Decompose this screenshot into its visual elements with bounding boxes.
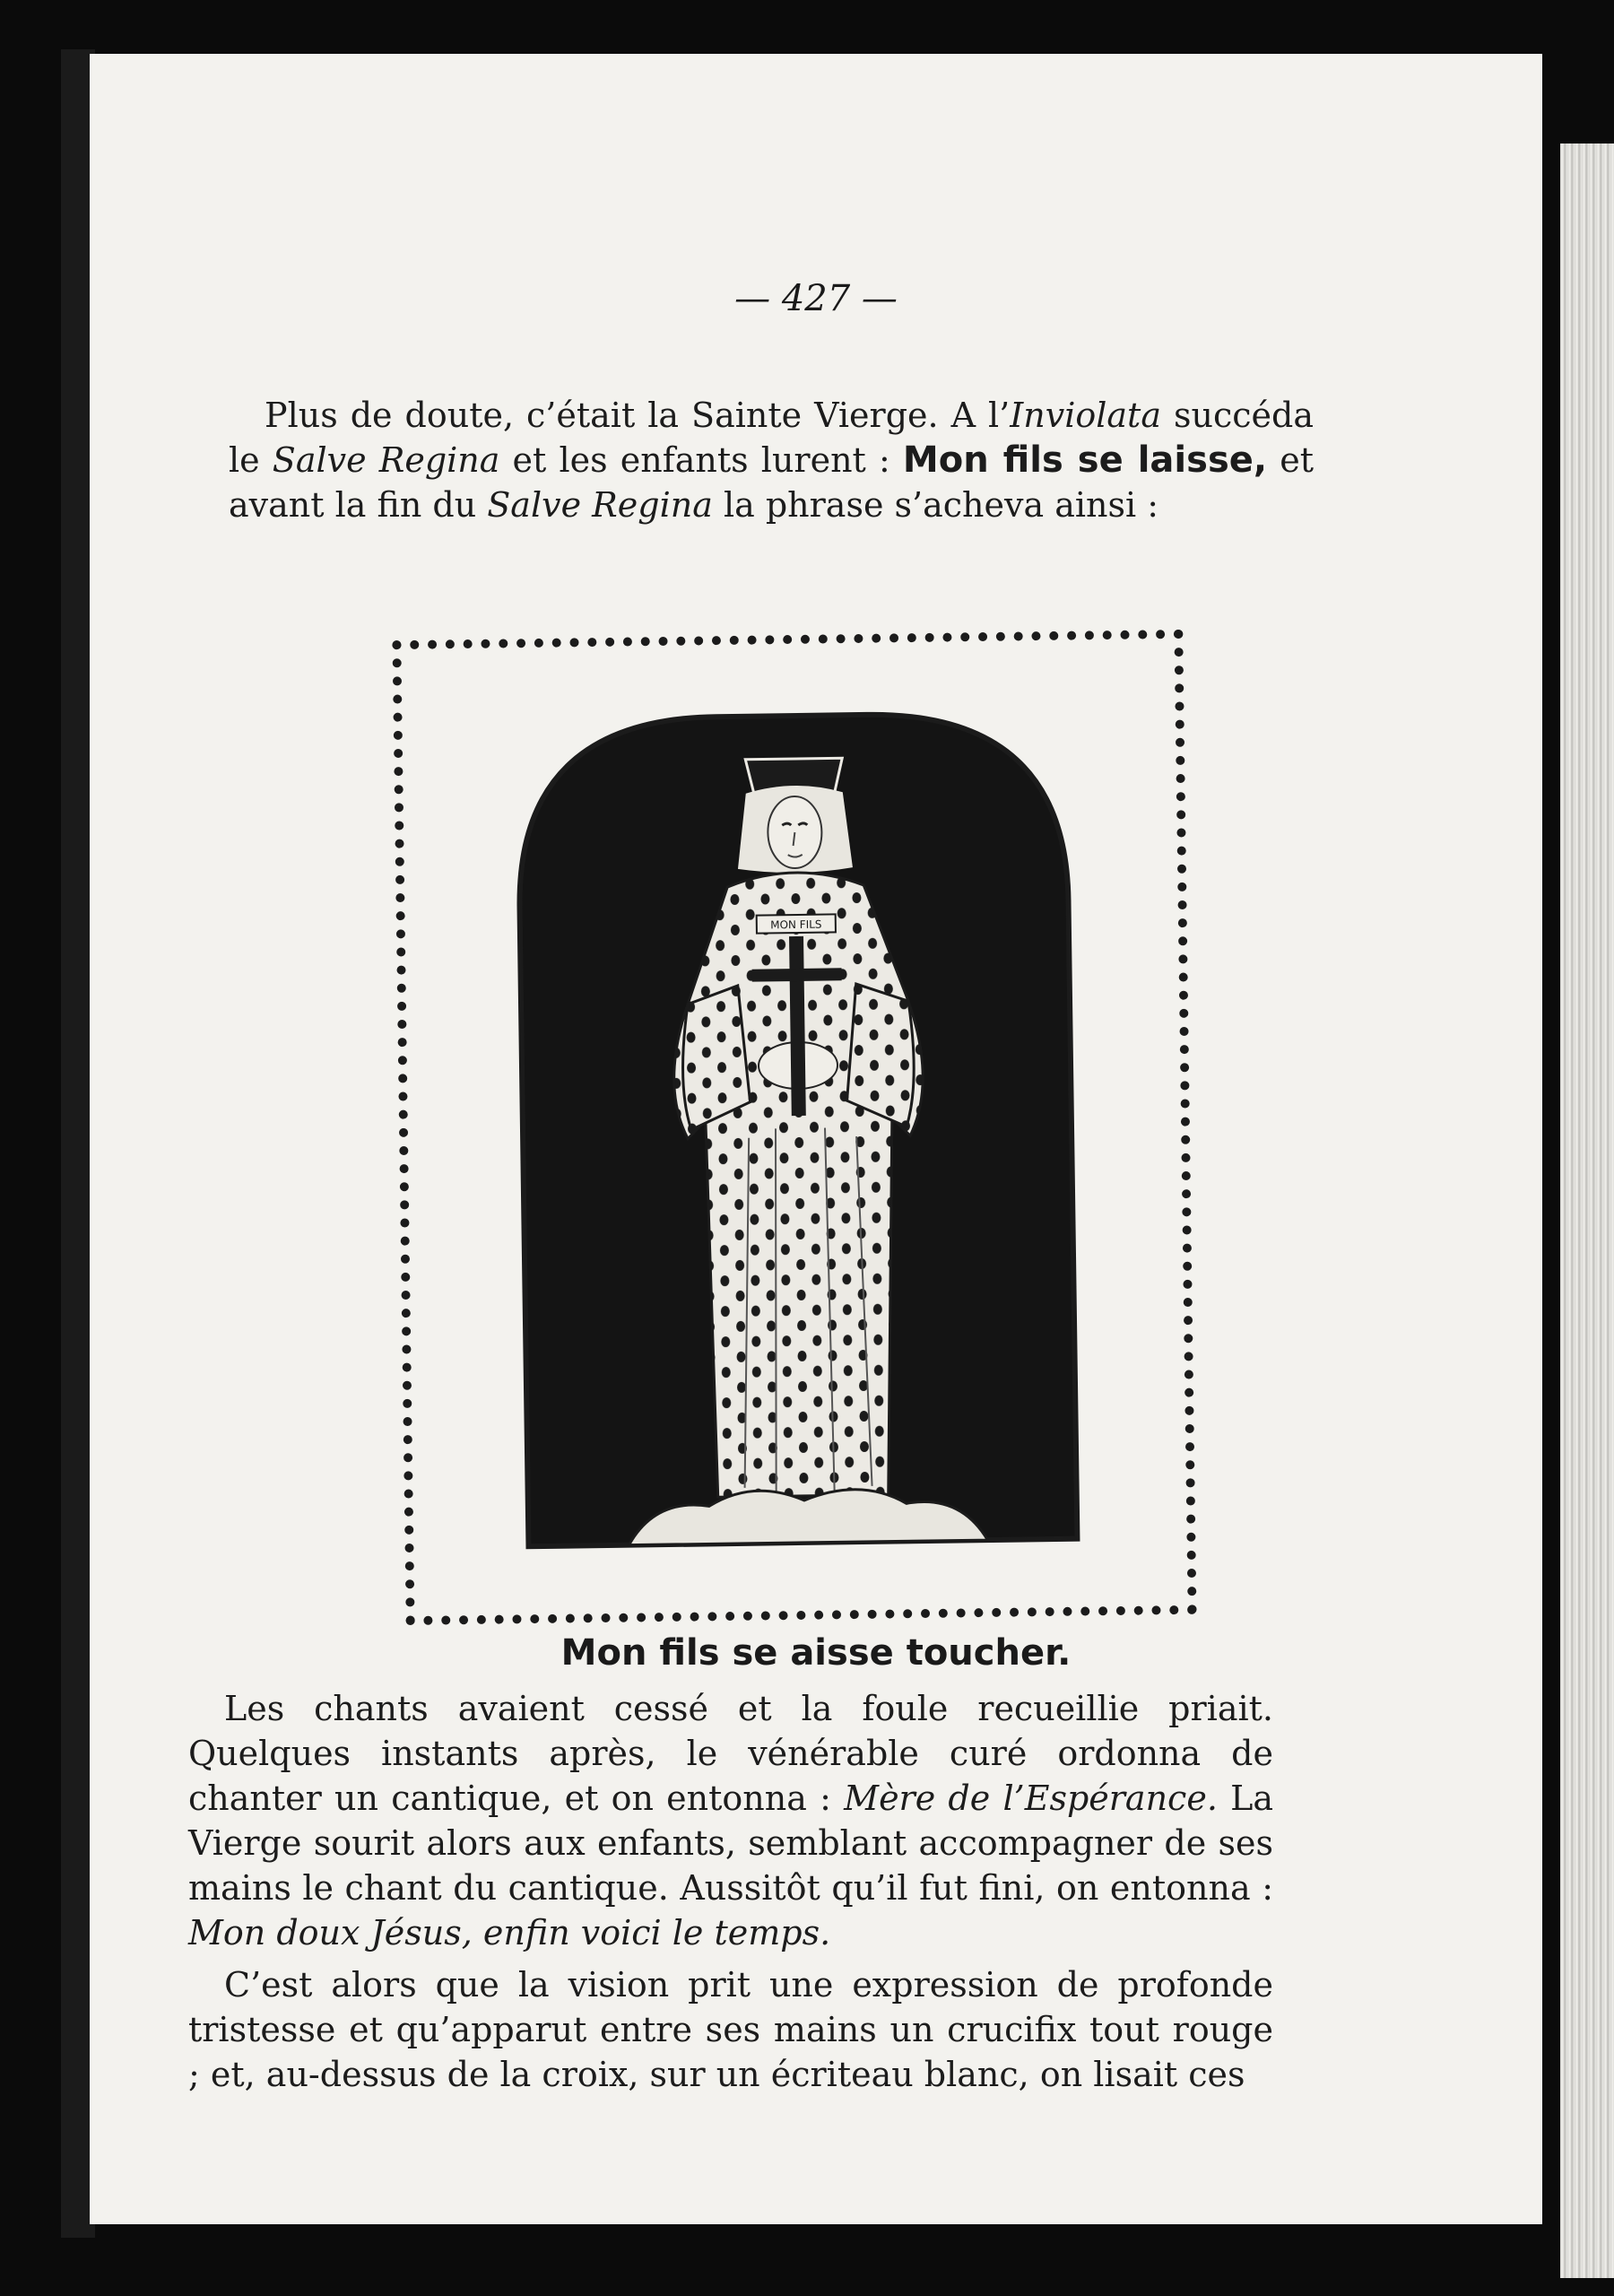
figure-caption: Mon fils se aisse toucher. <box>560 1632 1072 1674</box>
p1-italic-salve-regina: Salve Regina <box>272 440 500 480</box>
p1-text-3: et les enfants lurent : <box>499 440 903 480</box>
crucifix-upright <box>789 936 806 1116</box>
book-page <box>90 54 1542 2224</box>
p1-text-1: Plus de doute, c’était la Sainte Vierge. A l’ <box>265 396 1011 435</box>
p1-text-2: succéda le <box>229 396 1314 480</box>
crucifix-plaque-label: MON FILS <box>770 918 822 932</box>
page-number: — 427 — <box>734 278 898 319</box>
right-sleeve <box>846 983 915 1127</box>
paragraph-3 <box>188 1962 1273 2097</box>
virgin-statue-illustration <box>509 703 1084 1554</box>
paragraph-1 <box>229 393 1314 527</box>
p1-italic-salve-regina-2: Salve Regina <box>487 485 713 525</box>
p1-text-5: la phrase s’acheva ainsi : <box>712 485 1159 525</box>
p2-italic-mere-esperance: Mère de l’Espérance. <box>844 1779 1218 1818</box>
p2-text-1: Les chants avaient cessé et la foule recueillie priait. Quelques instants après, le vénérable curé ordonna de chanter un cantique, et on entonna : <box>188 1689 1273 1818</box>
p3-text: C’est alors que la vision prit une expression de profonde tristesse et qu’apparut entre ses mains un crucifix tout rouge ; et, au-dessus de la croix, sur un écriteau blanc, on lisait ces <box>188 1965 1273 2094</box>
p2-text-2: La Vierge sourit alors aux enfants, semblant accompagner de ses mains le chant du cantique. Aussitôt qu’il fut fini, on entonna : <box>188 1779 1274 1908</box>
p2-italic-mon-doux-jesus: Mon doux Jésus, enfin voici le temps. <box>188 1913 831 1952</box>
left-sleeve <box>681 986 751 1130</box>
p1-bold-message: Mon fils se laisse, <box>902 439 1268 481</box>
paragraph-2 <box>188 1686 1273 1955</box>
p1-italic-inviolata: Inviolata <box>1010 396 1161 435</box>
page-fore-edge <box>1560 144 1614 2278</box>
crucifix-crossbar <box>752 968 842 981</box>
p1-text-4: et avant la fin du <box>229 440 1314 525</box>
